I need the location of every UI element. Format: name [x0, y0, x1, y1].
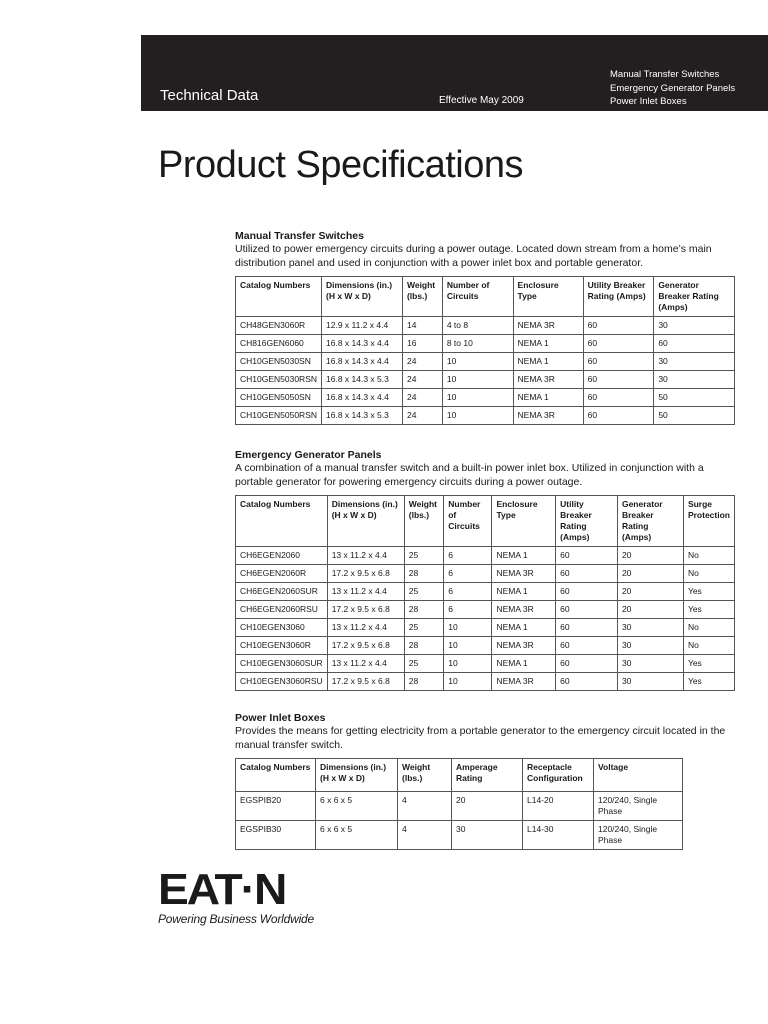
column-header: Weight (lbs.)	[398, 759, 452, 792]
table-cell: Yes	[683, 673, 734, 691]
table-cell: 8 to 10	[442, 335, 513, 353]
table-cell: 60	[556, 565, 618, 583]
table-cell: 6	[444, 565, 492, 583]
table-cell: 60	[556, 637, 618, 655]
table-row	[236, 353, 735, 371]
table-cell: 10	[444, 619, 492, 637]
table-cell: 60	[556, 583, 618, 601]
table-cell: 6	[444, 583, 492, 601]
page-title: Product Specifications	[158, 144, 523, 186]
table-cell: L14-30	[523, 821, 594, 850]
table-cell: 4	[398, 821, 452, 850]
table-cell: No	[683, 619, 734, 637]
table-header-row	[236, 759, 683, 792]
section-heading: Power Inlet Boxes	[235, 712, 326, 724]
table-cell: NEMA 1	[492, 619, 556, 637]
table-cell: CH10GEN5050SN	[236, 389, 322, 407]
table-cell: No	[683, 637, 734, 655]
column-header: Voltage	[594, 759, 683, 792]
table-cell: 6	[444, 601, 492, 619]
table-cell: 30	[617, 619, 683, 637]
table-cell: 17.2 x 9.5 x 6.8	[327, 637, 404, 655]
section-description: A combination of a manual transfer switch and a built-in power inlet box. Utilized in conjunction with a portable generator for powering emergency circuits during a power outage.	[235, 462, 704, 488]
table-cell: 10	[442, 371, 513, 389]
table-cell: 25	[404, 583, 443, 601]
table-cell: NEMA 3R	[513, 407, 583, 425]
table-cell: CH6EGEN2060R	[236, 565, 328, 583]
table-cell: NEMA 1	[492, 583, 556, 601]
table-row	[236, 601, 735, 619]
table-cell: 16.8 x 14.3 x 4.4	[322, 335, 403, 353]
table-cell: 17.2 x 9.5 x 6.8	[327, 673, 404, 691]
table-cell: NEMA 1	[513, 335, 583, 353]
table-cell: 25	[404, 655, 443, 673]
table-cell: 10	[444, 637, 492, 655]
table-cell: 16.8 x 14.3 x 5.3	[322, 407, 403, 425]
table-cell: 24	[402, 407, 442, 425]
table-cell: CH10EGEN3060RSU	[236, 673, 328, 691]
table-cell: 24	[402, 353, 442, 371]
table-cell: 60	[583, 335, 654, 353]
logo-tagline: Powering Business Worldwide	[158, 912, 315, 926]
table-row	[236, 583, 735, 601]
table-cell: NEMA 1	[492, 655, 556, 673]
table-cell: 60	[583, 317, 654, 335]
table-cell: 13 x 11.2 x 4.4	[327, 655, 404, 673]
table-cell: 28	[404, 637, 443, 655]
column-header: Surge Protection	[683, 496, 734, 547]
table-cell: 20	[617, 583, 683, 601]
table-cell: 6 x 6 x 5	[316, 821, 398, 850]
table-cell: 10	[444, 655, 492, 673]
table-cell: Yes	[683, 583, 734, 601]
table-cell: NEMA 1	[513, 353, 583, 371]
table-cell: 60	[556, 619, 618, 637]
table-cell: CH6EGEN2060RSU	[236, 601, 328, 619]
table-cell: 60	[583, 371, 654, 389]
table-cell: 60	[556, 673, 618, 691]
product-list	[610, 68, 735, 109]
specs-table	[235, 276, 735, 425]
section-manual-transfer-switches	[235, 230, 735, 425]
column-header: Generator Breaker Rating (Amps)	[617, 496, 683, 547]
table-cell: 50	[654, 389, 735, 407]
column-header: Number of Circuits	[444, 496, 492, 547]
product-list-item: Power Inlet Boxes	[610, 96, 687, 107]
header-bar	[141, 35, 768, 111]
column-header: Dimensions (in.) (H x W x D)	[327, 496, 404, 547]
eaton-logo	[158, 865, 315, 926]
table-cell: 6 x 6 x 5	[316, 792, 398, 821]
table-row	[236, 637, 735, 655]
column-header: Enclosure Type	[513, 277, 583, 317]
table-cell: 4 to 8	[442, 317, 513, 335]
table-cell: NEMA 3R	[513, 371, 583, 389]
table-cell: 24	[402, 389, 442, 407]
table-cell: 17.2 x 9.5 x 6.8	[327, 565, 404, 583]
table-row	[236, 335, 735, 353]
table-cell: L14-20	[523, 792, 594, 821]
table-cell: CH816GEN6060	[236, 335, 322, 353]
table-row	[236, 389, 735, 407]
table-cell: 24	[402, 371, 442, 389]
table-cell: 16.8 x 14.3 x 4.4	[322, 389, 403, 407]
table-cell: 4	[398, 792, 452, 821]
table-cell: CH10GEN5050RSN	[236, 407, 322, 425]
table-cell: 60	[556, 547, 618, 565]
table-row	[236, 673, 735, 691]
table-cell: 10	[444, 673, 492, 691]
table-cell: 30	[617, 673, 683, 691]
table-cell: 17.2 x 9.5 x 6.8	[327, 601, 404, 619]
table-cell: 60	[583, 407, 654, 425]
column-header: Dimensions (in.) (H x W x D)	[316, 759, 398, 792]
table-row	[236, 317, 735, 335]
table-cell: 16	[402, 335, 442, 353]
column-header: Amperage Rating	[452, 759, 523, 792]
section-heading: Emergency Generator Panels	[235, 449, 382, 461]
section-power-inlet-boxes	[235, 712, 735, 850]
table-cell: EGSPIB30	[236, 821, 316, 850]
table-cell: 30	[654, 371, 735, 389]
table-row	[236, 792, 683, 821]
table-cell: CH6EGEN2060	[236, 547, 328, 565]
product-list-item: Manual Transfer Switches	[610, 69, 720, 80]
table-cell: CH10GEN5030RSN	[236, 371, 322, 389]
table-cell: CH6EGEN2060SUR	[236, 583, 328, 601]
product-list-item: Emergency Generator Panels	[610, 82, 736, 94]
table-cell: NEMA 3R	[492, 637, 556, 655]
table-header-row	[236, 496, 735, 547]
table-cell: 20	[617, 547, 683, 565]
column-header: Weight (lbs.)	[402, 277, 442, 317]
table-row	[236, 407, 735, 425]
table-cell: 25	[404, 547, 443, 565]
table-cell: NEMA 3R	[513, 317, 583, 335]
table-cell: NEMA 3R	[492, 601, 556, 619]
table-cell: 120/240, Single Phase	[594, 821, 683, 850]
specs-table	[235, 495, 735, 691]
table-row	[236, 565, 735, 583]
table-row	[236, 821, 683, 850]
effective-date: Effective May 2009	[439, 95, 524, 106]
table-cell: 14	[402, 317, 442, 335]
table-cell: 60	[556, 655, 618, 673]
column-header: Enclosure Type	[492, 496, 556, 547]
section-emergency-generator-panels	[235, 449, 735, 691]
table-cell: 60	[583, 389, 654, 407]
table-cell: 16.8 x 14.3 x 4.4	[322, 353, 403, 371]
table-cell: 6	[444, 547, 492, 565]
column-header: Weight (lbs.)	[404, 496, 443, 547]
section-description: Provides the means for getting electricity from a portable generator to the emergency circuit located in the manual transfer switch.	[235, 725, 726, 751]
table-cell: 60	[583, 353, 654, 371]
column-header: Utility Breaker Rating (Amps)	[556, 496, 618, 547]
table-cell: No	[683, 565, 734, 583]
table-cell: CH10EGEN3060	[236, 619, 328, 637]
column-header: Receptacle Configuration	[523, 759, 594, 792]
table-cell: 28	[404, 673, 443, 691]
table-cell: EGSPIB20	[236, 792, 316, 821]
table-cell: 13 x 11.2 x 4.4	[327, 583, 404, 601]
table-cell: 20	[617, 601, 683, 619]
column-header: Number of Circuits	[442, 277, 513, 317]
table-row	[236, 371, 735, 389]
table-cell: 20	[617, 565, 683, 583]
column-header: Catalog Numbers	[236, 759, 316, 792]
table-cell: No	[683, 547, 734, 565]
table-row	[236, 619, 735, 637]
table-cell: 60	[654, 335, 735, 353]
table-cell: 16.8 x 14.3 x 5.3	[322, 371, 403, 389]
table-cell: 12.9 x 11.2 x 4.4	[322, 317, 403, 335]
table-cell: 30	[452, 821, 523, 850]
table-cell: NEMA 3R	[492, 565, 556, 583]
table-cell: 28	[404, 565, 443, 583]
table-cell: CH10GEN5030SN	[236, 353, 322, 371]
logo-wordmark: EAT·N	[158, 865, 286, 914]
column-header: Dimensions (in.) (H x W x D)	[322, 277, 403, 317]
table-cell: 30	[617, 655, 683, 673]
table-cell: 10	[442, 389, 513, 407]
table-cell: Yes	[683, 655, 734, 673]
table-cell: 30	[654, 353, 735, 371]
table-cell: 20	[452, 792, 523, 821]
table-cell: CH10EGEN3060SUR	[236, 655, 328, 673]
table-cell: CH48GEN3060R	[236, 317, 322, 335]
table-cell: 25	[404, 619, 443, 637]
table-cell: NEMA 3R	[492, 673, 556, 691]
table-cell: 120/240, Single Phase	[594, 792, 683, 821]
table-cell: 13 x 11.2 x 4.4	[327, 619, 404, 637]
table-cell: 13 x 11.2 x 4.4	[327, 547, 404, 565]
doc-type-label: Technical Data	[160, 87, 259, 104]
table-cell: 30	[654, 317, 735, 335]
section-heading: Manual Transfer Switches	[235, 230, 364, 242]
table-header-row	[236, 277, 735, 317]
specs-table	[235, 758, 683, 850]
table-row	[236, 655, 735, 673]
table-cell: 28	[404, 601, 443, 619]
table-cell: CH10EGEN3060R	[236, 637, 328, 655]
table-cell: NEMA 1	[492, 547, 556, 565]
table-cell: 60	[556, 601, 618, 619]
column-header: Utility Breaker Rating (Amps)	[583, 277, 654, 317]
table-cell: NEMA 1	[513, 389, 583, 407]
column-header: Catalog Numbers	[236, 496, 328, 547]
column-header: Generator Breaker Rating (Amps)	[654, 277, 735, 317]
table-cell: 50	[654, 407, 735, 425]
table-cell: 10	[442, 407, 513, 425]
table-cell: 10	[442, 353, 513, 371]
table-row	[236, 547, 735, 565]
section-description: Utilized to power emergency circuits during a power outage. Located down stream from a home’s main distribution panel and used in conjunction with a power inlet box and portable generator.	[235, 243, 712, 269]
table-cell: Yes	[683, 601, 734, 619]
column-header: Catalog Numbers	[236, 277, 322, 317]
table-cell: 30	[617, 637, 683, 655]
